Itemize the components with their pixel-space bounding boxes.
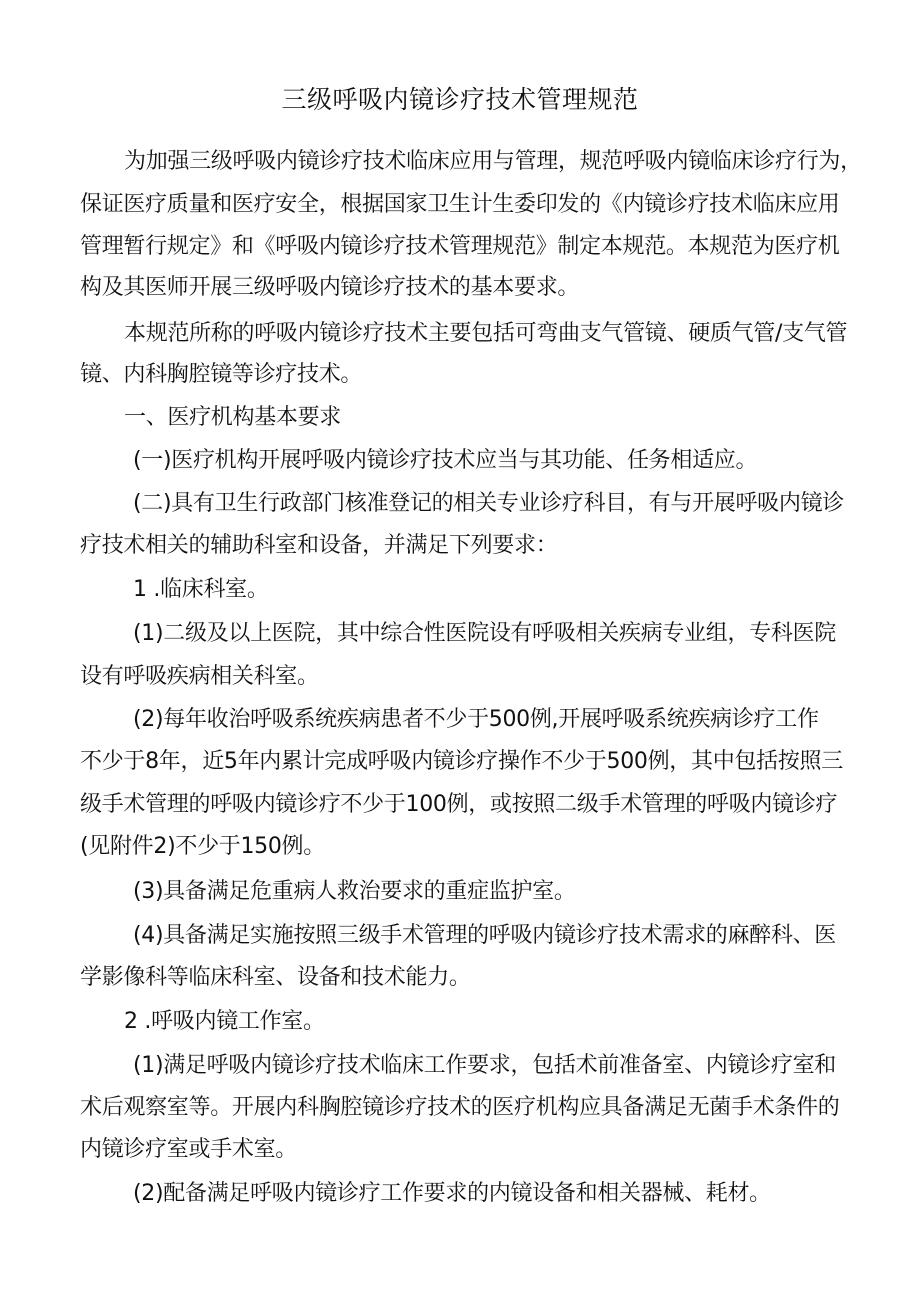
paragraph-line: (二)具有卫生行政部门核准登记的相关专业诊疗科目，有与开展呼吸内镜诊 xyxy=(133,491,844,516)
document-title: 三级呼吸内镜诊疗技术管理规范 xyxy=(281,85,639,114)
paragraph-line: (2)配备满足呼吸内镜诊疗工作要求的内镜设备和相关器械、耗材。 xyxy=(133,1181,771,1206)
paragraph-line: (见附件2)不少于150例。 xyxy=(80,834,325,859)
paragraph-line: 设有呼吸疾病相关科室。 xyxy=(80,664,319,689)
paragraph-line: 不少于8年，近5年内累计完成呼吸内镜诊疗操作不少于500例，其中包括按照三 xyxy=(80,749,843,774)
subsection-heading: 1 .临床科室。 xyxy=(133,577,269,602)
paragraph-line: 为加强三级呼吸内镜诊疗技术临床应用与管理，规范呼吸内镜临床诊疗行为， xyxy=(124,149,862,174)
paragraph-line: 构及其医师开展三级呼吸内镜诊疗技术的基本要求。 xyxy=(80,275,580,300)
paragraph-line: 镜、内科胸腔镜等诊疗技术。 xyxy=(80,362,363,387)
subsection-heading: 2 .呼吸内镜工作室。 xyxy=(124,1009,325,1034)
paragraph-line: 术后观察室等。开展内科胸腔镜诊疗技术的医疗机构应具备满足无菌手术条件的 xyxy=(80,1095,840,1120)
paragraph-line: 本规范所称的呼吸内镜诊疗技术主要包括可弯曲支气管镜、硬质气管/支气管 xyxy=(124,321,848,346)
paragraph-line: 疗技术相关的辅助科室和设备，并满足下列要求： xyxy=(80,533,558,558)
paragraph-line: (1)二级及以上医院，其中综合性医院设有呼吸相关疾病专业组，专科医院 xyxy=(133,621,836,646)
paragraph-line: (2)每年收治呼吸系统疾病患者不少于500例,开展呼吸系统疾病诊疗工作 xyxy=(133,707,819,732)
paragraph-line: 级手术管理的呼吸内镜诊疗不少于100例，或按照二级手术管理的呼吸内镜诊疗 xyxy=(80,792,838,817)
paragraph-line: 保证医疗质量和医疗安全，根据国家卫生计生委印发的《内镜诊疗技术临床应用 xyxy=(80,192,840,217)
paragraph-line: (3)具备满足危重病人救治要求的重症监护室。 xyxy=(133,879,576,904)
paragraph-line: (1)满足呼吸内镜诊疗技术临床工作要求，包括术前准备室、内镜诊疗室和 xyxy=(133,1053,836,1078)
paragraph-line: 管理暂行规定》和《呼吸内镜诊疗技术管理规范》制定本规范。本规范为医疗机 xyxy=(80,234,840,259)
paragraph-line: (4)具备满足实施按照三级手术管理的呼吸内镜诊疗技术需求的麻醉科、医 xyxy=(133,923,836,948)
paragraph-line: 学影像科等临床科室、设备和技术能力。 xyxy=(80,965,471,990)
paragraph-line: 内镜诊疗室或手术室。 xyxy=(80,1137,298,1162)
section-heading: 一、医疗机构基本要求 xyxy=(124,405,342,430)
paragraph-line: (一)医疗机构开展呼吸内镜诊疗技术应当与其功能、任务相适应。 xyxy=(133,448,758,473)
